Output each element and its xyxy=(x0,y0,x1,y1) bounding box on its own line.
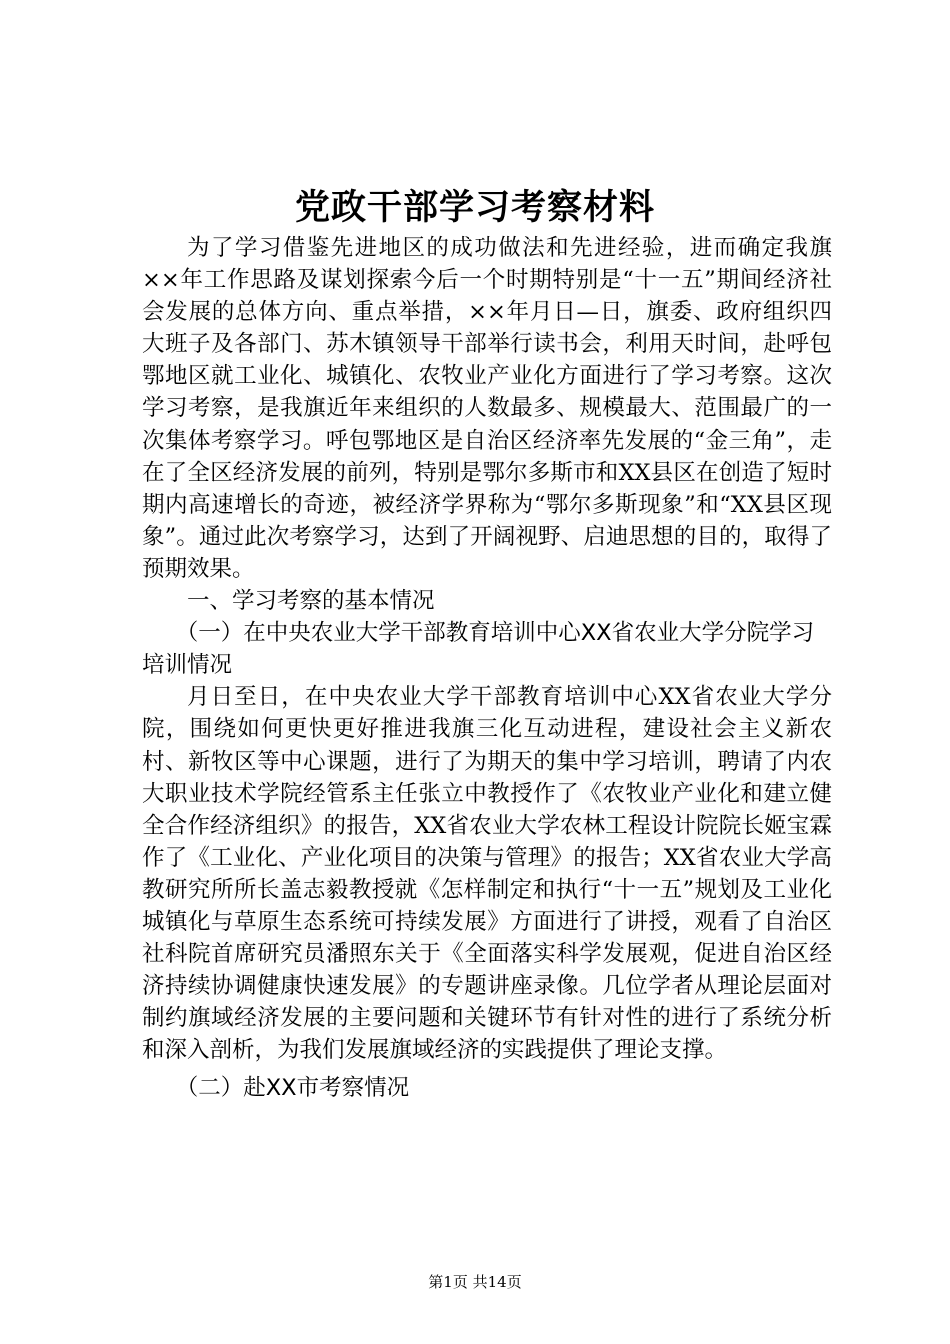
document-title: 党政干部学习考察材料 xyxy=(294,187,655,228)
subsection-heading-training: （一）在中央农业大学干部教育培训中心XX省农业大学分院学习培训情况 xyxy=(142,620,815,679)
section-heading-basic-situation: 一、学习考察的基本情况 xyxy=(187,588,435,615)
paragraph-intro: 为了学习借鉴先进地区的成功做法和先进经验，进而确定我旗××年工作思路及谋划探索今后一个时期特别是“十一五”期间经济社会发展的总体方向、重点举措，××年月日—日，旗委、政府组织四大班子及各部门、苏木镇领导干部举行读书会，利用天时间，赴呼包鄂地区就工业化、城镇化、农牧业产业化方面进行了学习考察。这次学习考察，是我旗近年来组织的人数最多、规模最大、范围最广的一次集体考察学习。呼包鄂地区是自治区经济率先发展的“金三角”，走在了全区经济发展的前列，特别是鄂尔多斯市和XX县区在创造了短时期内高速增长的奇迹，被经济学界称为“鄂尔多斯现象”和“XX县区现象”。通过此次考察学习，达到了开阔视野、启迪思想的目的，取得了预期效果。 xyxy=(142,235,832,582)
subsection-heading-city-visit: （二）赴XX市考察情况 xyxy=(175,1075,410,1102)
paragraph-training: 月日至日，在中央农业大学干部教育培训中心XX省农业大学分院，围绕如何更快更好推进我旗三化互动进程，建设社会主义新农村、新牧区等中心课题，进行了为期天的集中学习培训，聘请了内农大职业技术学院经管系主任张立中教授作了《农牧业产业化和建立健全合作经济组织》的报告，XX省农业大学农林工程设计院院长姬宝霖作了《工业化、产业化项目的决策与管理》的报告；XX省农业大学高教研究所所长盖志毅教授就《怎样制定和执行“十一五”规划及工业化城镇化与草原生态系统可持续发展》方面进行了讲授，观看了自治区社科院首席研究员潘照东关于《全面落实科学发展观，促进自治区经济持续协调健康快速发展》的专题讲座录像。几位学者从理论层面对制约旗域经济发展的主要问题和关键环节有针对性的进行了系统分析和深入剖析，为我们发展旗域经济的实践提供了理论支撑。 xyxy=(142,684,832,1064)
page-footer: 第1页 共14页 xyxy=(428,1273,522,1291)
document-body xyxy=(142,232,832,1105)
